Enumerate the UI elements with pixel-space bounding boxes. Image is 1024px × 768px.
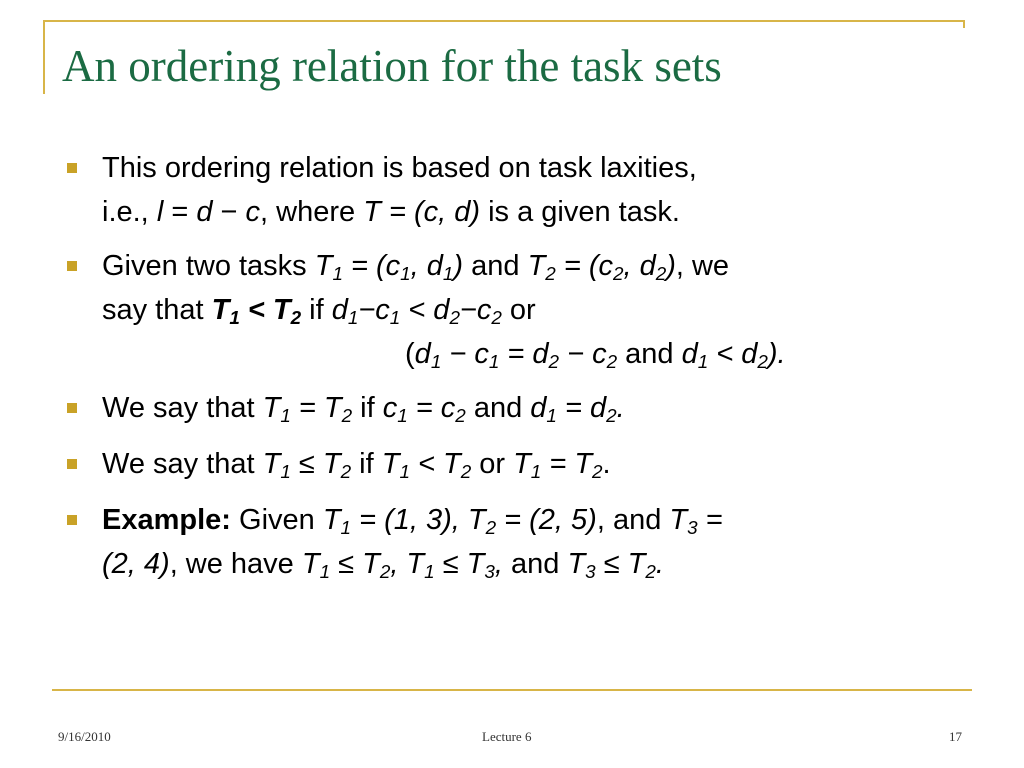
bullet-marker (67, 515, 77, 525)
bullet-list (64, 146, 974, 596)
bullet-example (64, 498, 974, 586)
bullet-marker (67, 459, 77, 469)
footer-date: 9/16/2010 (58, 729, 111, 744)
bullet-strict-order (64, 244, 974, 376)
bullet-line: ($d_1 - c_1 = d_2 - c_2$ and $d_1 < d_2$). (405, 338, 786, 372)
slide-title: An ordering relation for the task sets (62, 41, 722, 91)
bullet-equality (64, 386, 974, 430)
bullet-line: say that $T_1 < T_2$ if $d_1-c_1 < d_2-c_2$ or (102, 294, 536, 328)
top-frame-line (43, 20, 965, 22)
bullet-line: Given two tasks $T_1 = (c_1$, $d_1$) and $T_2 = (c_2$, $d_2$), we (102, 250, 730, 284)
footer-course: Lecture 6 (482, 729, 532, 744)
bullet-marker (67, 261, 77, 271)
left-frame-line (43, 20, 45, 94)
bullet-less-or-equal (64, 442, 974, 486)
bullet-marker (67, 403, 77, 413)
bullet-line: Example: Given $T_1 = (1$, 3), $T_2 = (2$, 5), and $T_3$ = (102, 504, 723, 538)
footer-page-number: 17 (949, 729, 962, 744)
bullet-line: (2, 4), we have $T_1 \le T_2$, $T_1 \le T_3$, and $T_3 \le T_2$. (102, 548, 664, 582)
bullet-line: We say that $T_1 \le T_2$ if $T_1 < T_2$ or $T_1 = T_2$. (102, 448, 611, 482)
bullet-line: i.e., l = d − c, where T = (c, d) is a given task. (102, 196, 680, 228)
bullet-line: This ordering relation is based on task laxities, (102, 152, 697, 184)
bullet-marker (67, 163, 77, 173)
bullet-laxity (64, 146, 974, 234)
bullet-line: We say that $T_1 = T_2$ if $c_1 = c_2$ and $d_1 = d_2$. (102, 392, 625, 426)
right-frame-tick (963, 20, 965, 28)
footer-divider (52, 689, 972, 691)
